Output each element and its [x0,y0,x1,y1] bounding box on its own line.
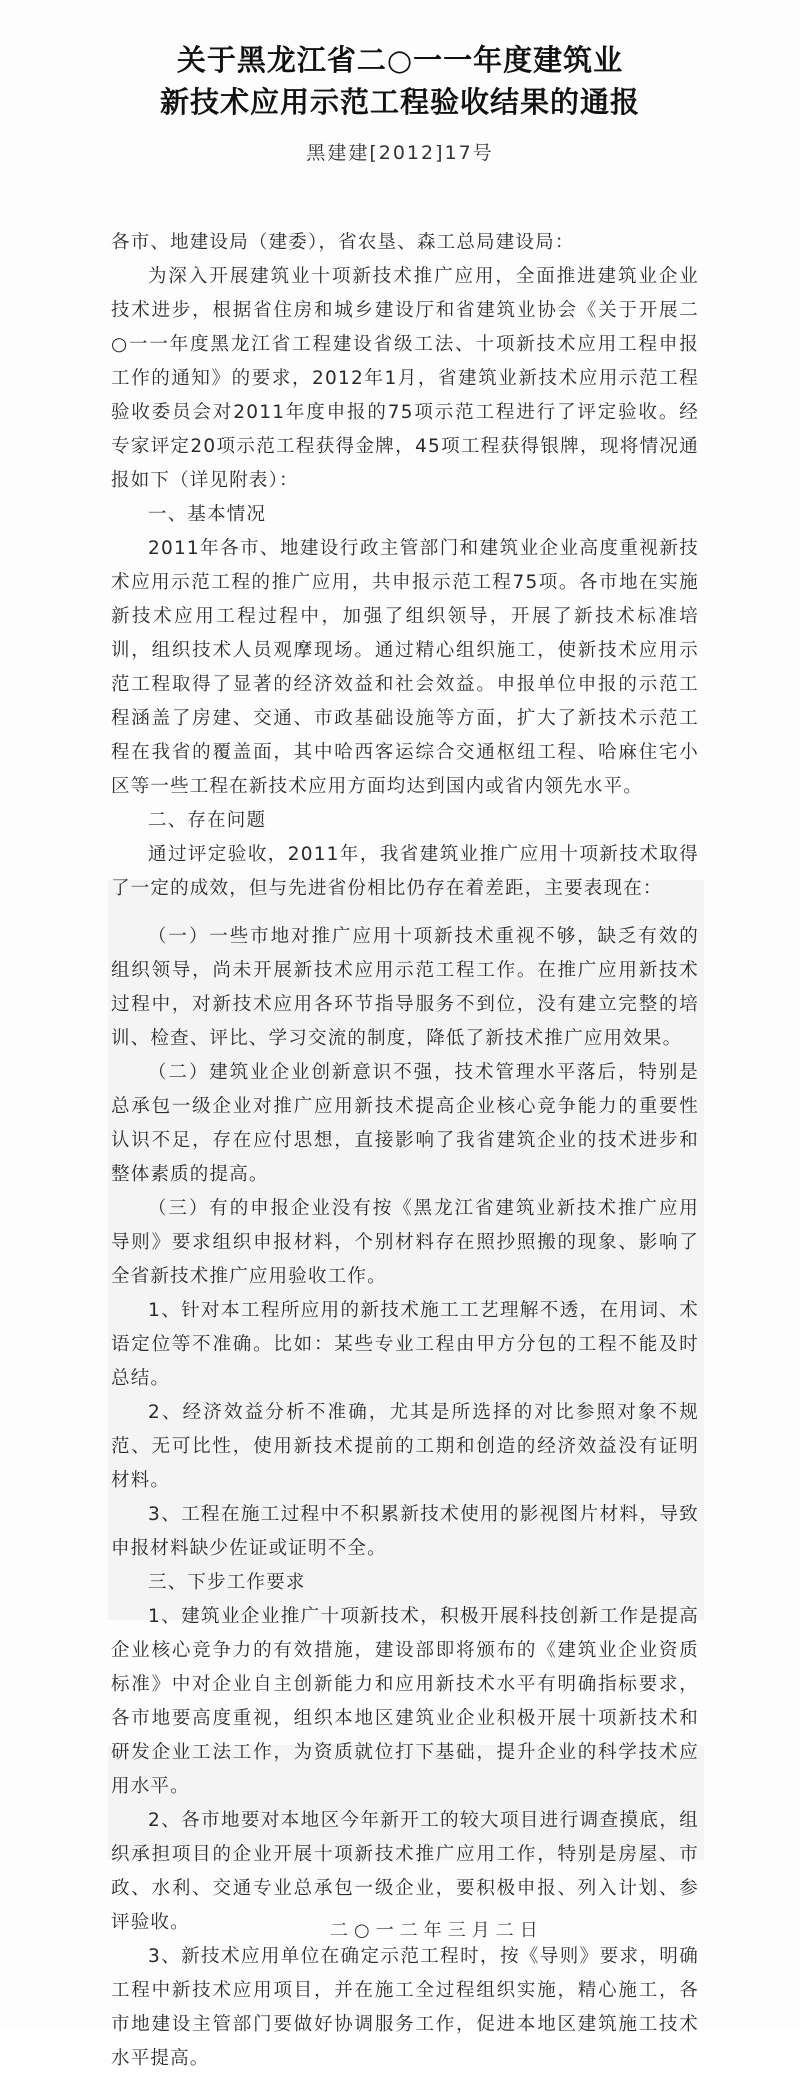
section2-heading: 二、存在问题 [148,810,267,831]
item-1: 1、针对本工程所应用的新技术施工工艺理解不透，在用词、术语定位等不准确。比如：某些专业工程由甲方分包的工程不能及时总结。 [111,1300,699,1389]
requirement-2: 2、各市地要对本地区今年新开工的较大项目进行调查摸底，组织承担项目的企业开展十项新技术推广应用工作，特别是房屋、市政、水利、交通专业总承包一级企业，要积极申报、列入计划、参评验收。 [111,1810,699,1933]
requirement-1: 1、建筑业企业推广十项新技术，积极开展科技创新工作是提高企业核心竞争力的有效措施，建设部即将颁布的《建筑业企业资质标准》中对企业自主创新能力和应用新技术水平有明确指标要求，各市地要高度重视，组织本地区建筑业企业积极开展十项新技术和研发企业工法工作，为资质就位打下基础，提升企业的科学技术应用水平。 [111,1606,699,1797]
problem-1: （一）一些市地对推广应用十项新技术重视不够，缺乏有效的组织领导，尚未开展新技术应用示范工程工作。在推广应用新技术过程中，对新技术应用各环节指导服务不到位，没有建立完整的培训、检查、评比、学习交流的制度，降低了新技术推广应用效果。 [111,926,699,1049]
document-number: 黑建建[2012]17号 [306,142,494,164]
document-title-line2: 新技术应用示范工程验收结果的通报 [159,85,640,119]
document-title-line1: 关于黑龙江省二○一一年度建筑业 [176,43,624,77]
section2-intro: 通过评定验收，2011年，我省建筑业推广应用十项新技术取得了一定的成效，但与先进省份相比仍存在着差距，主要表现在： [111,844,699,899]
item-2: 2、经济效益分析不准确，尤其是所选择的对比参照对象不规范、无可比性，使用新技术提前的工期和创造的经济效益没有证明材料。 [111,1402,699,1491]
requirement-3: 3、新技术应用单位在确定示范工程时，按《导则》要求，明确工程中新技术应用项目，并在施工全过程组织实施，精心施工，各市地建设主管部门要做好协调服务工作，促进本地区建筑施工技术水平提高。 [111,1946,699,2069]
item-3: 3、工程在施工过程中不积累新技术使用的影视图片材料，导致申报材料缺少佐证或证明不全。 [111,1504,699,1559]
section1-heading: 一、基本情况 [148,504,267,525]
section1-paragraph: 2011年各市、地建设行政主管部门和建筑业企业高度重视新技术应用示范工程的推广应用，共申报示范工程75项。各市地在实施新技术应用工程过程中，加强了组织领导，开展了新技术标准培训，组织技术人员观摩现场。通过精心组织施工，使新技术应用示范工程取得了显著的经济效益和社会效益。申报单位申报的示范工程涵盖了房建、交通、市政基础设施等方面，扩大了新技术示范工程在我省的覆盖面，其中哈西客运综合交通枢纽工程、哈麻住宅小区等一些工程在新技术应用方面均达到国内或省内领先水平。 [111,538,699,797]
problem-2: （二）建筑业企业创新意识不强，技术管理水平落后，特别是总承包一级企业对推广应用新技术提高企业核心竞争能力的重要性认识不足，存在应付思想，直接影响了我省建筑企业的技术进步和整体素质的提高。 [111,1062,699,1185]
document-body [111,226,699,2076]
salutation: 各市、地建设局（建委），省农垦、森工总局建设局： [111,232,575,253]
section3-heading: 三、下步工作要求 [148,1572,306,1593]
intro-paragraph: 为深入开展建筑业十项新技术推广应用，全面推进建筑业企业技术进步，根据省住房和城乡建设厅和省建筑业协会《关于开展二○一一年度黑龙江省工程建设省级工法、十项新技术应用工程申报工作的通知》的要求，2012年1月，省建筑业新技术应用示范工程验收委员会对2011年度申报的75项示范工程进行了评定验收。经专家评定20项示范工程获得金牌，45项工程获得银牌，现将情况通报如下（详见附表）： [111,266,699,491]
problem-3: （三）有的申报企业没有按《黑龙江省建筑业新技术推广应用导则》要求组织申报材料，个别材料存在照抄照搬的现象、影响了全省新技术推广应用验收工作。 [111,1198,699,1287]
document-date: 二○一二年三月二日 [330,1920,544,1941]
